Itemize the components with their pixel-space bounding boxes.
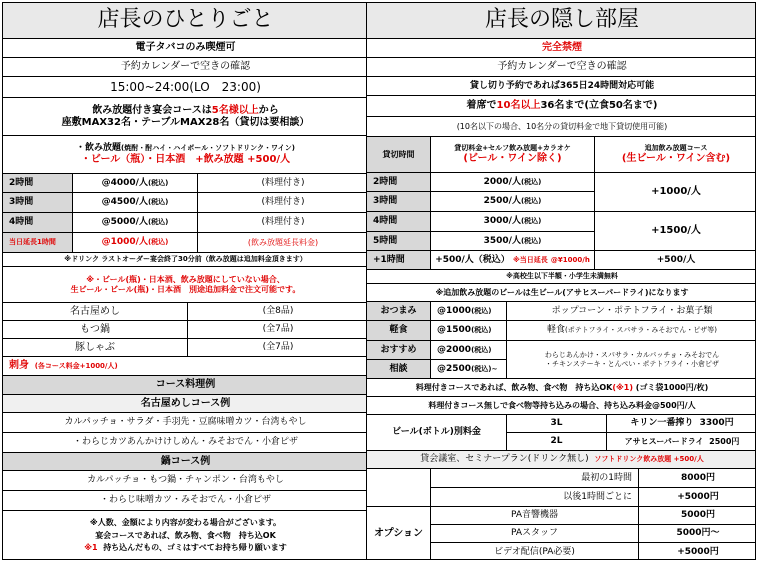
- nagoya-course-line2: ・わらじカツあんかけけしめん・みそおでん・小倉ピザ: [3, 433, 367, 453]
- menu-name: もつ鍋: [3, 321, 188, 339]
- beer-size: 2L: [507, 433, 607, 451]
- col-time-header: 貸切時間: [367, 137, 431, 173]
- student-note: ※高校生以下半額・小学生未満無料: [367, 270, 756, 284]
- option-item: PA音響機器: [431, 507, 639, 525]
- rental-price: 3000/人 (税込): [431, 212, 595, 232]
- food-desc: わらじあんかけ・スパサラ・カルパッチョ・みそおでん ・チキンステーキ・とんぺい・ポテトフライ・小倉ピザ: [507, 341, 756, 379]
- left-title: 店長のひとりごと: [3, 3, 367, 39]
- option-label: オプション: [367, 507, 431, 560]
- rental-time: 4時間: [367, 212, 431, 232]
- food-name: 軽食: [367, 321, 431, 341]
- beer-size: 3L: [507, 415, 607, 433]
- seminar-price: +5000円: [639, 488, 756, 507]
- right-smoking: 完全禁煙: [367, 39, 756, 58]
- plan-price: @1000/人 (税込): [73, 233, 198, 253]
- food-price: @2500 (税込)~: [431, 360, 507, 379]
- beer-item: キリン一番搾り 3300円: [607, 415, 756, 433]
- left-plan-header: ・飲み放題(焼酎・酎ハイ・ハイボール・ソフトドリンク・ワイン) ・ビール（瓶）・日本酒 +飲み放題 +500/人: [3, 136, 367, 174]
- option-price: 5000円～: [639, 525, 756, 543]
- left-panel: [2, 2, 367, 560]
- bring-in-fee-note: 料理付きコース無しで食べ物等持ち込みの場合、持ち込み料金@500円/人: [367, 397, 756, 415]
- right-panel: [366, 2, 756, 560]
- plan-note: (料理付き): [198, 213, 367, 233]
- food-name: おつまみ: [367, 302, 431, 321]
- plan-price: @5000/人 (税込): [73, 213, 198, 233]
- rental-time: 5時間: [367, 232, 431, 251]
- nabe-course-line2: ・わらじ味噌カツ・みそおでん・小倉ピザ: [3, 491, 367, 511]
- plan-note: (飲み放題延長料金): [198, 233, 367, 253]
- food-price: @1000 (税込): [431, 302, 507, 321]
- nagoya-course-header: 名古屋めしコース例: [3, 395, 367, 413]
- beer-note: ※追加飲み放題のビールは生ビール(アサヒスーパードライ)になります: [367, 284, 756, 302]
- nabe-course-line1: カルパッチョ・もつ鍋・チャンポン・台湾もやし: [3, 471, 367, 491]
- rental-time: +1時間: [367, 251, 431, 270]
- beer-item: アサヒスーパードライ 2500円: [607, 433, 756, 451]
- nagoya-course-line1: カルパッチョ・サラダ・手羽先・豆腐味噌カツ・台湾もやし: [3, 413, 367, 433]
- rental-time: 2時間: [367, 173, 431, 192]
- plan-time: 3時間: [3, 193, 73, 213]
- left-footer-notes: ※人数、金額により内容が変わる場合がございます。 宴会コースであれば、飲み物、食べ物 持ち込OK ※1 持ち込んだもの、ゴミはすべてお持ち帰り願います: [84, 517, 287, 553]
- rental-price: +500/人（税込） ※当日延長 @¥1000/h: [431, 251, 595, 270]
- nabe-course-header: 鍋コース例: [3, 453, 367, 471]
- food-name: おすすめ: [367, 341, 431, 360]
- rental-price: 2500/人 (税込): [431, 192, 595, 212]
- plan-note: (料理付き): [198, 174, 367, 193]
- left-reserve: 予約カレンダーで空きの確認: [3, 58, 367, 77]
- menu-name: 豚しゃぶ: [3, 339, 188, 357]
- food-name: 相談: [367, 360, 431, 379]
- menu-count: (全7品): [188, 339, 367, 357]
- seminar-item: 最初の1時間: [431, 469, 639, 488]
- col-fee-header: 貸切料金+セルフ飲み放題+カラオケ (ビール・ワイン除く): [431, 137, 595, 173]
- seminar-blank: [367, 469, 431, 507]
- option-price: 5000円: [639, 507, 756, 525]
- beer-label: ビール(ボトル)別料金: [367, 415, 507, 451]
- option-item: PAスタッフ: [431, 525, 639, 543]
- add-course-price: +500/人: [595, 251, 756, 270]
- menu-name: 名古屋めし: [3, 303, 188, 321]
- red-drink-note: ※・ビール(瓶)・日本酒、飲み放題にしていない場合、 生ビール・ビール(瓶)・日本酒 別途追加料金で注文可能です。: [3, 267, 367, 303]
- right-charter: 貸し切り予約であれば365日24時間対応可能: [367, 77, 756, 96]
- left-smoking: 電子タバコのみ喫煙可: [3, 39, 367, 58]
- left-party-info: 飲み放題付き宴会コースは5名様以上から 座敷MAX32名・テーブルMAX28名（貸切は要相談）: [3, 98, 367, 136]
- option-price: +5000円: [677, 546, 719, 557]
- col-add-header: 追加飲み放題コース (生ビール・ワイン含む): [595, 137, 756, 173]
- plan-time: 2時間: [3, 174, 73, 193]
- right-seats-note: (10名以下の場合、10名分の貸切料金で地下貸切使用可能): [367, 117, 756, 137]
- plan-time: 4時間: [3, 213, 73, 233]
- add-course-price: +1000/人: [595, 173, 756, 212]
- right-seats: 着席で 10名以上 36名まで(立食50名まで): [367, 96, 756, 117]
- food-price: @1500 (税込): [431, 321, 507, 341]
- add-course-price: +1500/人: [595, 212, 756, 251]
- rental-price: 3500/人 (税込): [431, 232, 595, 251]
- right-title: 店長の隠し部屋: [367, 3, 756, 39]
- menu-count: (全8品): [188, 303, 367, 321]
- food-desc: 軽食 (ポテトフライ・スパサラ・みそおでん・ピザ等): [507, 321, 756, 341]
- seminar-header: 貸会議室、セミナープラン(ドリンク無し) ソフトドリンク飲み放題 +500/人: [367, 451, 756, 469]
- option-item: ビデオ配信(PA必要): [431, 543, 639, 560]
- rental-time: 3時間: [367, 192, 431, 212]
- seminar-item: 以後1時間ごとに: [431, 488, 639, 507]
- plan-price: @4500/人 (税込): [73, 193, 198, 213]
- left-hours: 15:00~24:00(LO 23:00): [3, 77, 367, 98]
- plan-time: 当日延長1時間: [3, 233, 73, 253]
- seminar-price: 8000円: [639, 469, 756, 488]
- plan-price: @4000/人 (税込): [73, 174, 198, 193]
- sashimi-row: 刺身 (各コース料金+1000/人): [3, 357, 367, 376]
- course-examples-header: コース料理例: [3, 376, 367, 395]
- last-order-note: ※ドリンク ラストオーダー宴会終了30分前（飲み放題は追加料金頂きます）: [3, 253, 367, 267]
- food-price: @2000 (税込): [431, 341, 507, 360]
- right-reserve: 予約カレンダーで空きの確認: [367, 58, 756, 77]
- bring-in-note: 料理付きコースであれば、飲み物、食べ物 持ち込OK (※1) (ゴミ袋1000円/枚): [367, 379, 756, 397]
- menu-count: (全7品): [188, 321, 367, 339]
- plan-note: (料理付き): [198, 193, 367, 213]
- food-desc: ポップコーン・ポテトフライ・お菓子類: [507, 302, 756, 321]
- rental-price: 2000/人 (税込): [431, 173, 595, 192]
